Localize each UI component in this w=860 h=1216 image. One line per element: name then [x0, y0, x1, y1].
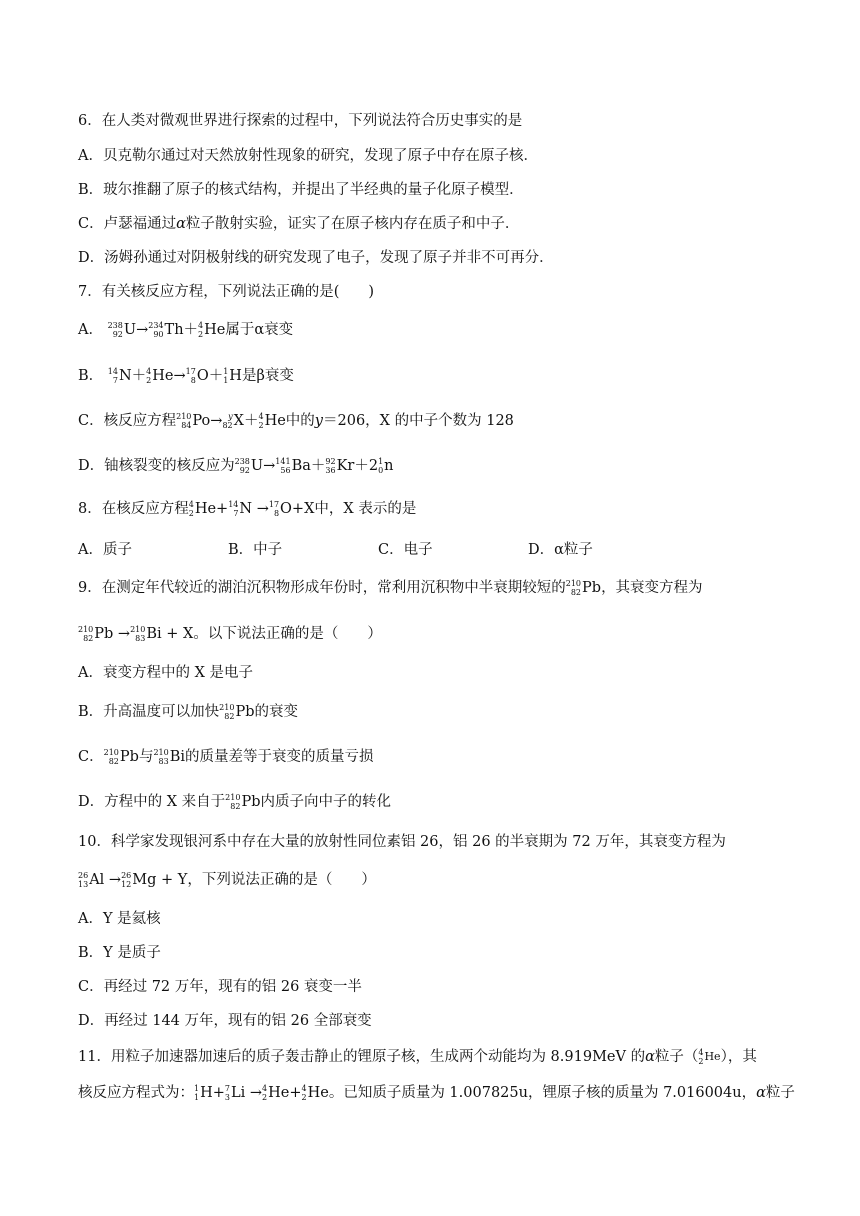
- q11-line2: 核反应方程式为： 1 1 H+ 7 3 Li → 4 2 He+ 4 2 He 。已知质子质量为 1.007825u，锂原子核的质量为 7.016004u，α粒子: [78, 1084, 795, 1102]
- q8-option-d: D．α粒子: [528, 542, 593, 558]
- q10-option-a: A．Y 是氦核: [78, 911, 161, 927]
- q10-option-b: B．Y 是质子: [78, 945, 161, 961]
- q6-stem: 6．在人类对微观世界进行探索的过程中，下列说法符合历史事实的是: [78, 113, 523, 129]
- q10-option-c: C．再经过 72 万年，现有的铝 26 衰变一半: [78, 979, 362, 995]
- q7-option-d: D．铀核裂变的核反应为 238 92 U→ 141 56 Ba＋ 92 36 Kr＋2 1 0 n: [78, 457, 394, 475]
- q6-option-d: D．汤姆孙通过对阴极射线的研究发现了电子，发现了原子并非不可再分．: [78, 250, 554, 266]
- q9-option-d: D．方程中的 X 来自于 210 82 Pb 内质子向中子的转化: [78, 793, 391, 811]
- q9-option-a: A．衰变方程中的 X 是电子: [78, 665, 254, 681]
- q6-option-a: A．贝克勒尔通过对天然放射性现象的研究，发现了原子中存在原子核．: [78, 148, 538, 164]
- q9-equation: 210 82 Pb → 210 83 Bi + X 。以下说法正确的是（ ）: [78, 625, 382, 643]
- q9-option-c: C． 210 82 Pb 与 210 83 Bi 的质量差等于衰变的质量亏损: [78, 748, 374, 766]
- q7-option-c: C．核反应方程 210 84 Po→ y 82 X＋ 4 2 He 中的y＝206，X 的中子个数为 128: [78, 412, 514, 430]
- q9-option-b: B．升高温度可以加快 210 82 Pb 的衰变: [78, 703, 298, 721]
- q8-option-b: B．中子: [228, 542, 283, 558]
- q8-stem: 8．在核反应方程 4 2 He+ 14 7 N → 17 8 O+X 中，X 表示的是: [78, 500, 417, 518]
- q7-option-b: B． 14 7 N＋ 4 2 He→ 17 8 O＋ 1 1 H 是β衰变: [78, 367, 294, 385]
- q7-stem: 7．有关核反应方程，下列说法正确的是( ): [78, 284, 375, 300]
- q7-option-a: A． 238 92 U→ 234 90 Th＋ 4 2 He 属于α衰变: [78, 321, 294, 339]
- q6-option-b: B．玻尔推翻了原子的核式结构，并提出了半经典的量子化原子模型．: [78, 182, 524, 198]
- q11-line1: 11．用粒子加速器加速后的质子轰击静止的锂原子核，生成两个动能均为 8.919MeV 的α粒子（ 4 2 He ），其: [78, 1048, 757, 1066]
- q6-option-c: C．卢瑟福通过α粒子散射实验，证实了在原子核内存在质子和中子．: [78, 216, 520, 232]
- q10-option-d: D．再经过 144 万年，现有的铝 26 全部衰变: [78, 1013, 372, 1029]
- q9-stem: 9．在测定年代较近的湖泊沉积物形成年份时，常利用沉积物中半衰期较短的 210 82 Pb ，其衰变方程为: [78, 579, 703, 597]
- q10-stem: 10．科学家发现银河系中存在大量的放射性同位素铝 26，铝 26 的半衰期为 72 万年，其衰变方程为: [78, 834, 726, 850]
- q8-option-c: C．电子: [378, 542, 433, 558]
- q10-equation: 26 13 Al → 26 12 Mg + Y ，下列说法正确的是（ ）: [78, 871, 376, 889]
- q8-option-a: A．质子: [78, 542, 132, 558]
